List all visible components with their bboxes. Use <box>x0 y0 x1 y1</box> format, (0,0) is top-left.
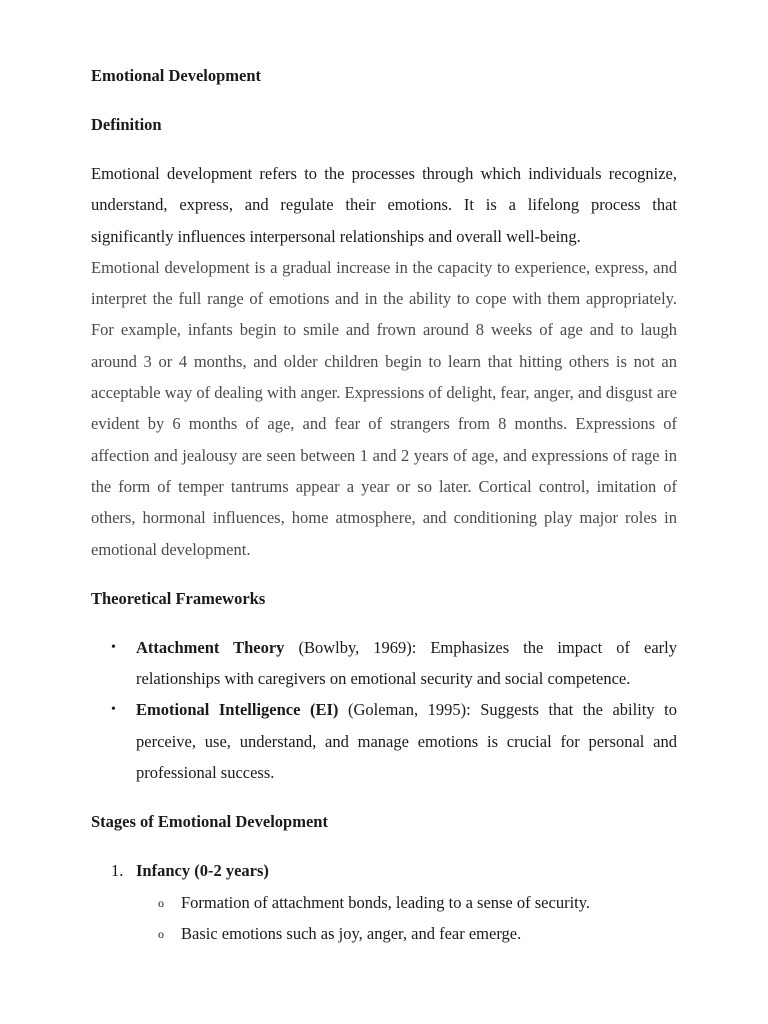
list-item <box>91 855 677 949</box>
bullet-icon: • <box>111 702 116 718</box>
stages-heading: Stages of Emotional Development <box>91 812 328 832</box>
circle-bullet-icon: o <box>158 895 164 910</box>
framework-description: (Bowlby, 1969): Emphasizes the impact of early relationships with caregivers on emotional security and social competence. <box>136 637 677 689</box>
framework-description: (Goleman, 1995): Suggests that the ability to perceive, use, understand, and manage emotions is crucial for personal and professional success. <box>136 700 677 783</box>
stage-number: 1. <box>111 861 124 881</box>
framework-term: Emotional Intelligence (EI) <box>136 700 339 720</box>
definition-heading: Definition <box>91 115 162 134</box>
definition-paragraph-2: Emotional development is a gradual increase in the capacity to experience, express, and interpret the full range of emotions and in the ability to cope with them appropriately. For example, infants begin to smile and frown around 8 weeks of age and to laugh around 3 or 4 months, and older children begin to learn that hitting others is not an acceptable way of dealing with anger. Expressions of delight, fear, anger, and disgust are evident by 6 months of age, and fear of strangers from 8 months. Expressions of affection and jealousy are seen between 1 and 2 years of age, and expressions of rage in the form of temper tantrums appear a year or so later. Cortical control, imitation of others, hormonal influences, home atmosphere, and conditioning play major roles in emotional development. <box>91 257 677 559</box>
frameworks-list <box>91 632 677 788</box>
stage-title: Infancy (0-2 years) <box>136 861 269 881</box>
list-item <box>91 632 677 695</box>
framework-term: Attachment Theory <box>136 637 285 657</box>
list-item <box>91 694 677 788</box>
circle-bullet-icon: o <box>158 926 164 941</box>
list-item <box>136 887 677 918</box>
stage-point-text: Formation of attachment bonds, leading to a sense of security. <box>181 892 591 912</box>
stage-points <box>136 887 677 950</box>
stages-list <box>91 855 677 949</box>
document-page <box>91 58 677 949</box>
bullet-icon: • <box>111 639 116 655</box>
list-item <box>136 918 677 949</box>
document-title: Emotional Development <box>91 66 262 85</box>
frameworks-heading: Theoretical Frameworks <box>91 588 266 608</box>
stage-point-text: Basic emotions such as joy, anger, and fear emerge. <box>181 923 522 943</box>
definition-paragraph-1: Emotional development refers to the processes through which individuals recognize, understand, express, and regulate their emotions. It is a lifelong process that significantly influences interpersonal relationships and overall well-being. <box>91 164 677 246</box>
